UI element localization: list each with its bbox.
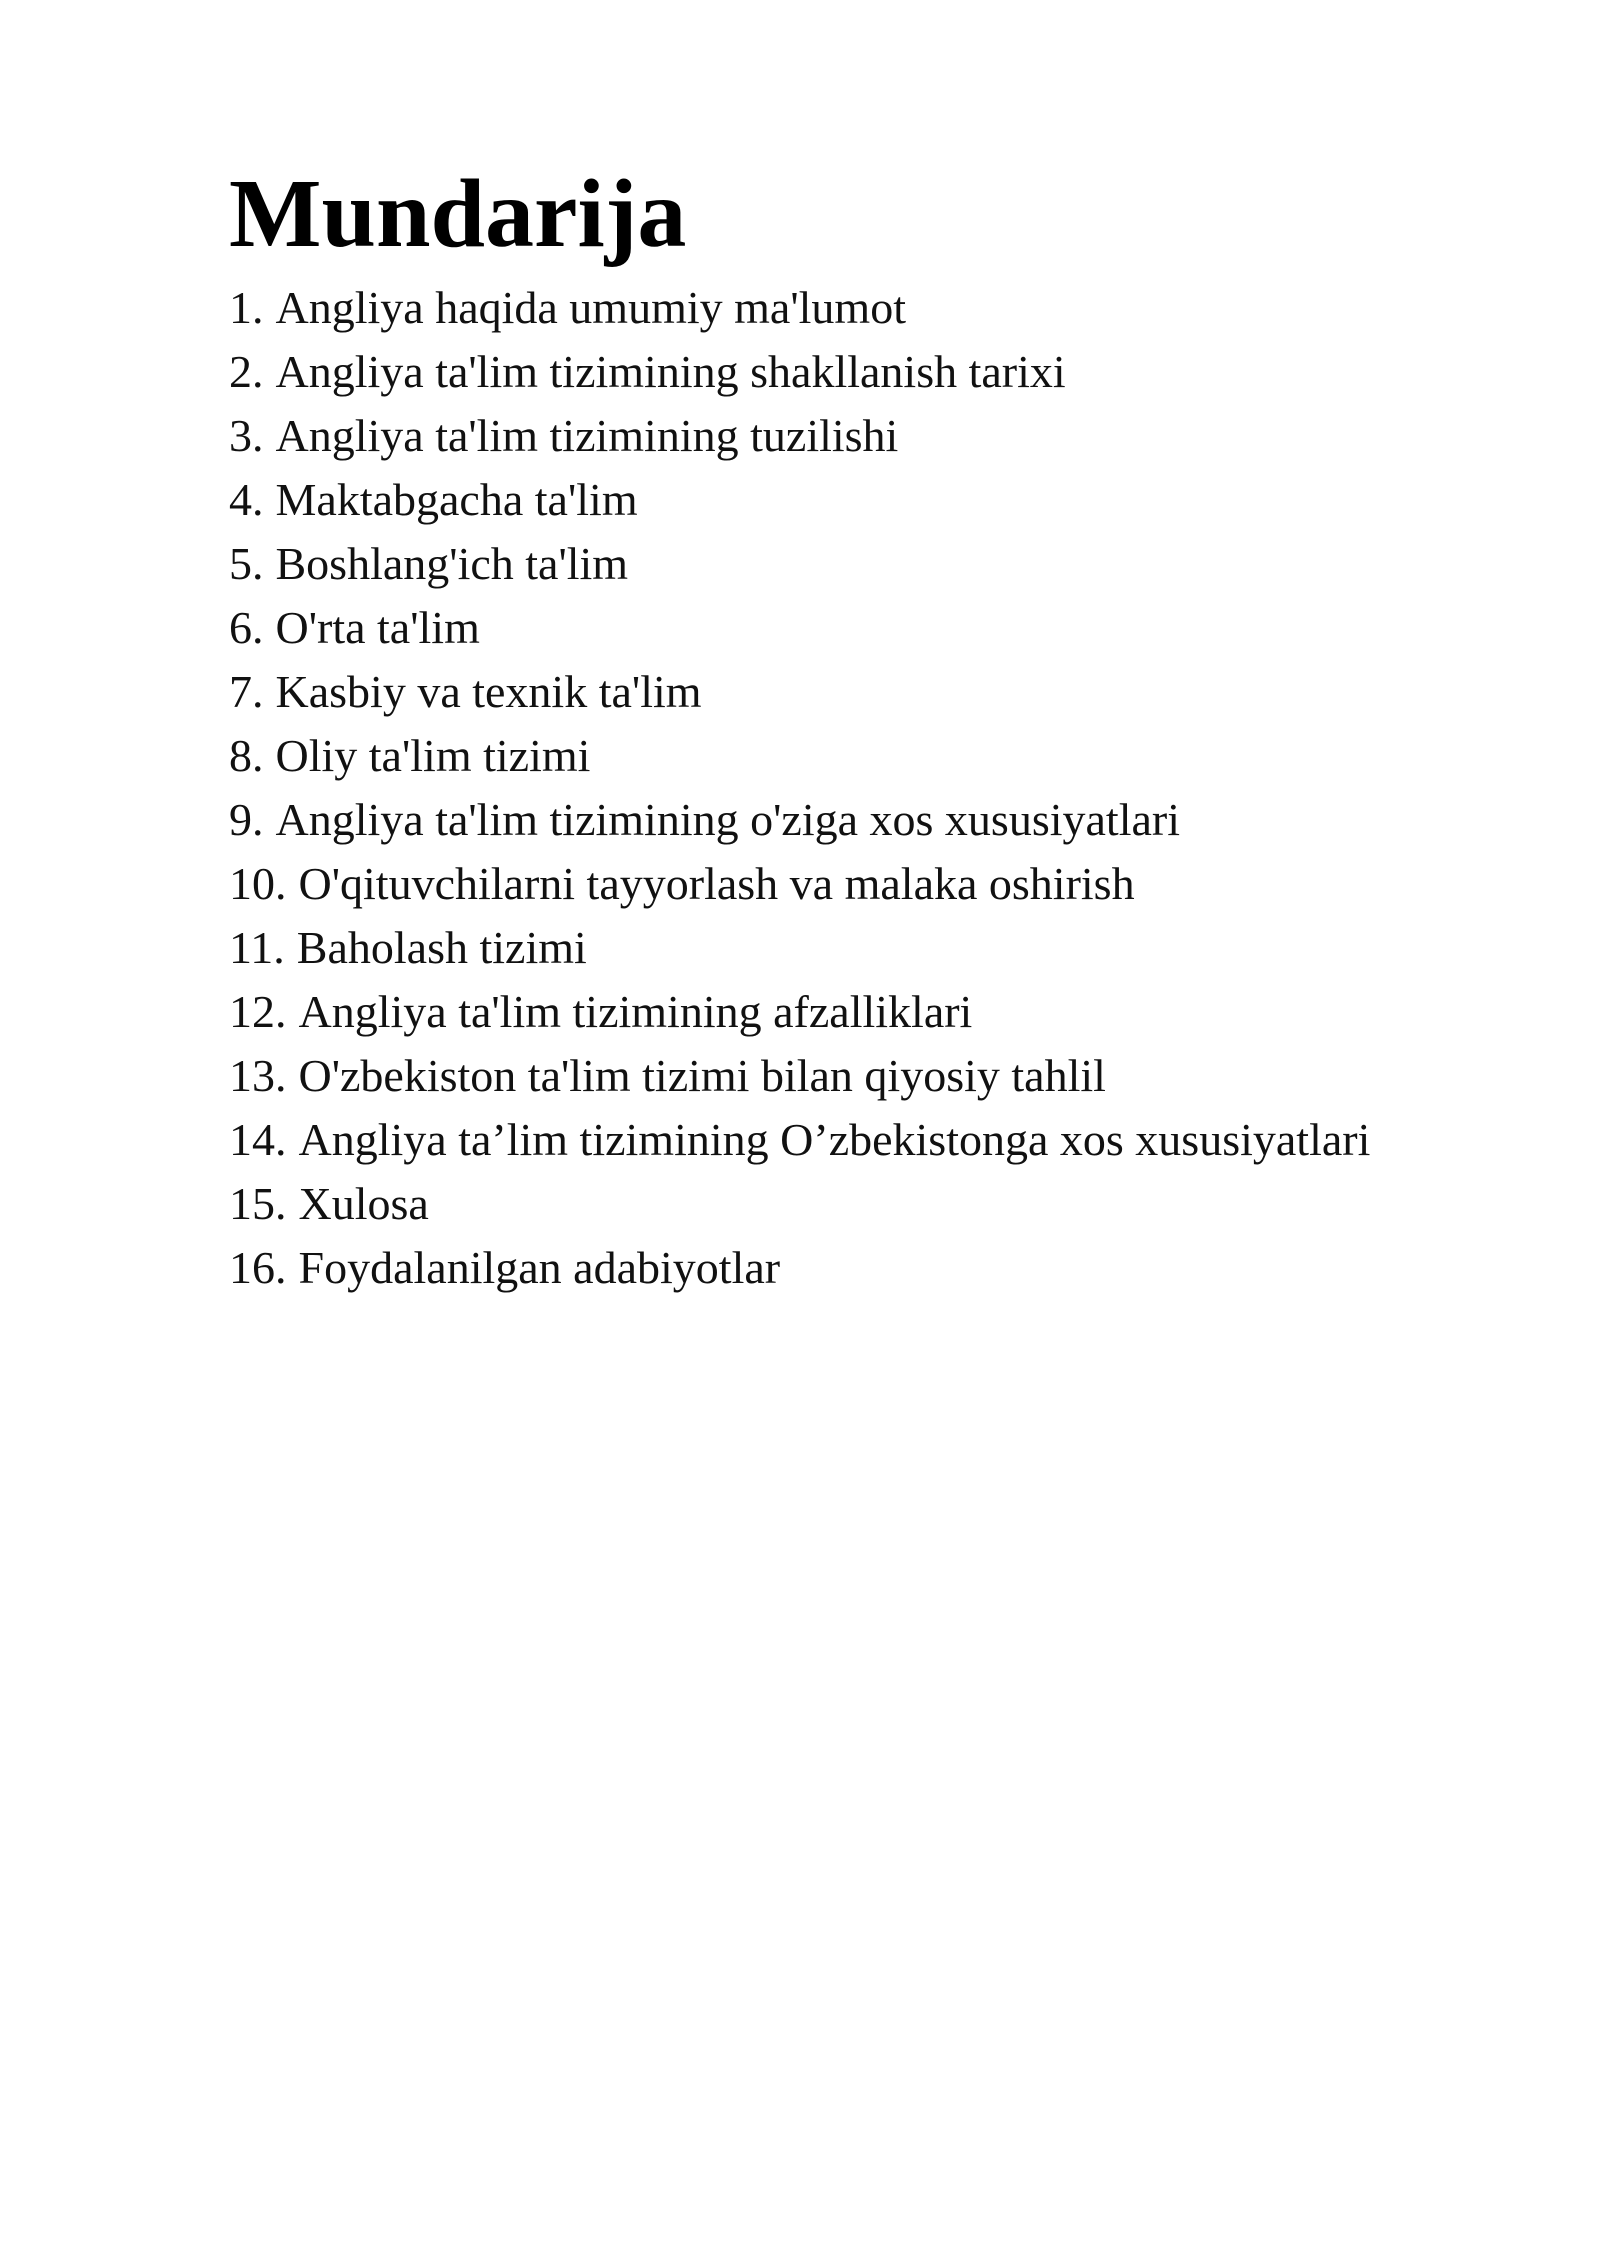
toc-item-6	[229, 596, 1569, 660]
toc-item-number: 4.	[229, 474, 264, 525]
toc-item-number: 12.	[229, 986, 287, 1037]
toc-item-number: 2.	[229, 346, 264, 397]
toc-item-text: Maktabgacha ta'lim	[275, 474, 638, 525]
toc-item-text: O'qituvchilarni tayyorlash va malaka oshirish	[298, 858, 1135, 909]
toc-item-number: 7.	[229, 666, 264, 717]
toc-item-text: Angliya ta'lim tizimining tuzilishi	[275, 410, 899, 461]
toc-item-text: Baholash tizimi	[296, 922, 587, 973]
toc-item-13	[229, 1044, 1569, 1108]
toc-item-text: Xulosa	[298, 1178, 429, 1229]
toc-item-7	[229, 660, 1569, 724]
page-title: Mundarija	[229, 160, 687, 268]
toc-item-text: Angliya haqida umumiy ma'lumot	[275, 282, 906, 333]
toc-item-text: Kasbiy va texnik ta'lim	[275, 666, 702, 717]
toc-item-number: 9.	[229, 794, 264, 845]
toc-item-11	[229, 916, 1569, 980]
toc-item-3	[229, 404, 1569, 468]
toc-item-text: Angliya ta'lim tizimining shakllanish tarixi	[275, 346, 1066, 397]
toc-item-text: O'rta ta'lim	[275, 602, 480, 653]
toc-item-2	[229, 340, 1569, 404]
toc-item-9	[229, 788, 1569, 852]
table-of-contents	[229, 158, 1569, 1300]
toc-item-14	[229, 1108, 1569, 1172]
toc-item-number: 14.	[229, 1114, 287, 1165]
toc-item-number: 8.	[229, 730, 264, 781]
toc-item-8	[229, 724, 1569, 788]
toc-item-text: Angliya ta'lim tizimining o'ziga xos xususiyatlari	[275, 794, 1181, 845]
toc-item-number: 16.	[229, 1242, 287, 1293]
toc-item-5	[229, 532, 1569, 596]
toc-item-12	[229, 980, 1569, 1044]
toc-list	[229, 276, 1569, 1300]
toc-item-1	[229, 276, 1569, 340]
toc-item-text: Foydalanilgan adabiyotlar	[298, 1242, 781, 1293]
toc-item-number: 10.	[229, 858, 287, 909]
toc-item-number: 1.	[229, 282, 264, 333]
toc-item-text: Boshlang'ich ta'lim	[275, 538, 629, 589]
toc-item-text: Angliya ta'lim tizimining afzalliklari	[298, 986, 973, 1037]
toc-item-15	[229, 1172, 1569, 1236]
toc-item-text: O'zbekiston ta'lim tizimi bilan qiyosiy tahlil	[298, 1050, 1106, 1101]
toc-item-text: Angliya ta’lim tizimining O’zbekistonga xos xususiyatlari	[298, 1114, 1371, 1165]
toc-item-number: 15.	[229, 1178, 287, 1229]
toc-item-number: 5.	[229, 538, 264, 589]
toc-item-10	[229, 852, 1569, 916]
toc-item-number: 3.	[229, 410, 264, 461]
toc-item-number: 11.	[229, 922, 285, 973]
toc-item-4	[229, 468, 1569, 532]
toc-item-number: 13.	[229, 1050, 287, 1101]
toc-item-text: Oliy ta'lim tizimi	[275, 730, 591, 781]
toc-item-number: 6.	[229, 602, 264, 653]
toc-item-16	[229, 1236, 1569, 1300]
